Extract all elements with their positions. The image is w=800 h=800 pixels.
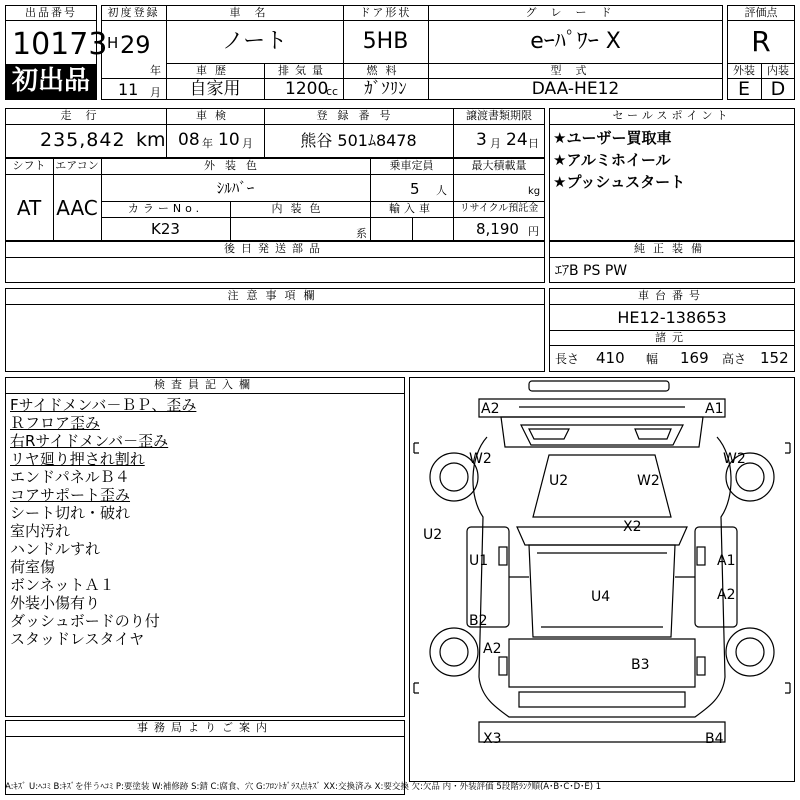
damage-mark: W2 xyxy=(637,473,660,489)
inspector-note: コアサポート歪み xyxy=(10,486,131,504)
inspector-label: 検査員記入欄 xyxy=(154,378,256,391)
load-label: 最大積載量 xyxy=(471,159,527,172)
grade: eｰﾊﾟﾜｰ X xyxy=(530,29,621,54)
displacement-label: 排気量 xyxy=(278,64,329,77)
inspection-year: 08 xyxy=(178,130,200,150)
exterior-color: ｼﾙﾊﾞｰ xyxy=(216,179,255,197)
era: H xyxy=(107,34,119,52)
car-damage-diagram xyxy=(409,377,795,782)
damage-mark: W2 xyxy=(469,451,492,467)
first-reg-label: 初度登録 xyxy=(107,6,160,19)
displacement: 1200 xyxy=(285,79,329,99)
height: 152 xyxy=(760,349,789,367)
lot-number: 10173 xyxy=(12,27,108,62)
car-name: ノート xyxy=(221,29,288,54)
damage-mark: B4 xyxy=(705,731,724,747)
later-parts-label: 後日発送部品 xyxy=(224,242,326,255)
fuel-label: 燃料 xyxy=(366,64,405,77)
door-type: 5HB xyxy=(362,29,409,54)
dimensions-label: 諸元 xyxy=(655,331,689,344)
damage-mark: B2 xyxy=(469,613,488,629)
fuel: ｶﾞｿﾘﾝ xyxy=(364,79,407,99)
caution-label: 注意事項欄 xyxy=(227,289,323,302)
color-label: 外装色 xyxy=(204,159,267,172)
height-label: 高さ xyxy=(722,352,747,366)
damage-mark: U2 xyxy=(549,473,569,489)
plate-number: 熊谷 501ﾑ8478 xyxy=(300,131,417,150)
equipment: ｴｱB PS PW xyxy=(555,263,628,279)
door-label: ドア形状 xyxy=(359,6,412,19)
model-code: DAA-HE12 xyxy=(531,79,620,99)
capacity-unit: 人 xyxy=(436,184,447,197)
damage-mark: A2 xyxy=(717,587,736,603)
history-label: 車歴 xyxy=(196,64,234,77)
transfer-label: 譲渡書類期限 xyxy=(466,109,532,122)
damage-mark: A1 xyxy=(705,401,724,417)
interior-grade: D xyxy=(770,78,786,100)
month-unit: 月 xyxy=(150,86,161,99)
grade-label: グレード xyxy=(525,6,626,19)
displacement-unit: cc xyxy=(326,85,339,98)
length-label: 長さ xyxy=(555,352,580,366)
exterior-label: 外装 xyxy=(733,64,755,77)
color-no-label: カラーNo. xyxy=(127,202,204,215)
mileage-label: 走行 xyxy=(60,109,111,122)
plate-label: 登録番号 xyxy=(316,109,401,122)
shift: AT xyxy=(16,196,42,220)
model-label: 型式 xyxy=(550,64,601,77)
first-reg-month: 11 xyxy=(118,80,139,99)
color-no: K23 xyxy=(151,220,180,238)
history: 自家用 xyxy=(189,79,241,99)
width-label: 幅 xyxy=(646,352,659,366)
damage-mark: A2 xyxy=(481,401,500,417)
chassis-label: 車台番号 xyxy=(638,289,706,302)
inspection-label: 車検 xyxy=(196,109,234,122)
mileage-unit: km xyxy=(136,129,166,151)
damage-mark: X2 xyxy=(623,519,642,535)
inspector-note: Fサイドメンバ－ＢＰ、歪み xyxy=(10,396,197,414)
inspector-note: 室内汚れ xyxy=(10,522,71,540)
sales-label: セールスポイント xyxy=(612,109,732,122)
score-label: 評価点 xyxy=(744,6,778,19)
inspector-note: スタッドレスタイヤ xyxy=(10,630,145,648)
inspector-note: ハンドルすれ xyxy=(10,540,101,558)
damage-mark: A2 xyxy=(483,641,502,657)
inspector-note: 荷室傷 xyxy=(10,558,56,576)
length: 410 xyxy=(596,349,625,367)
damage-mark: U1 xyxy=(469,553,489,569)
damage-mark: U4 xyxy=(591,589,611,605)
shift-label: シフト xyxy=(12,159,46,172)
transfer-month-unit: 月 xyxy=(490,137,501,150)
interior-label: 内装 xyxy=(767,64,789,77)
capacity: 5 xyxy=(410,180,420,198)
inspection-month-unit: 月 xyxy=(242,137,253,150)
equipment-label: 純正装備 xyxy=(634,242,710,255)
import-label: 輸入車 xyxy=(389,202,434,215)
sales-point: ★プッシュスタート xyxy=(553,173,686,191)
inspection-month: 10 xyxy=(218,130,240,150)
lot-label: 出品番号 xyxy=(25,6,77,19)
car-name-label: 車名 xyxy=(229,6,280,19)
inspector-note: Ｒフロア歪み xyxy=(10,414,101,432)
recycle-unit: 円 xyxy=(528,225,539,238)
damage-mark: W2 xyxy=(723,451,746,467)
recycle-fee: 8,190 xyxy=(476,220,519,238)
office-label: 事務局よりご案内 xyxy=(137,721,273,734)
load-unit: kg xyxy=(528,186,541,197)
mileage: 235,842 xyxy=(40,129,126,151)
damage-mark: X3 xyxy=(483,731,502,747)
inspector-note: エンドパネルＢ４ xyxy=(10,468,130,486)
exterior-grade: E xyxy=(737,78,750,100)
inspector-note: シート切れ・破れ xyxy=(10,504,131,522)
recycle-label: リサイクル預託金 xyxy=(459,203,539,214)
air-conditioner: AAC xyxy=(56,196,98,220)
interior-color-unit: 系 xyxy=(356,227,367,240)
transfer-month: 3 xyxy=(476,130,487,150)
inspector-note: ダッシュボードのり付 xyxy=(10,612,160,630)
ac-label: エアコン xyxy=(55,159,99,172)
first-listing-label: 初出品 xyxy=(11,66,90,96)
transfer-day: 24 xyxy=(506,130,528,150)
width: 169 xyxy=(680,349,709,367)
year-unit: 年 xyxy=(150,64,161,77)
interior-color-label: 内装色 xyxy=(271,202,329,215)
damage-mark: B3 xyxy=(631,657,650,673)
legend: A:ｷｽﾞ U:ﾍｺﾐ B:ｷｽﾞを伴うﾍｺﾐ P:要塗装 W:補修跡 S:錆 C:腐食、穴 G:ﾌﾛﾝﾄｶﾞﾗｽ点ｷｽﾞ XX:交換済み X:要交換 欠:欠品 内・外装評価 5段階ﾗﾝｸ順(A･B･C･D･E) 1 xyxy=(5,782,602,792)
score: R xyxy=(751,25,771,58)
first-reg-year: 29 xyxy=(120,31,151,59)
chassis-number: HE12-138653 xyxy=(617,308,727,327)
capacity-label: 乗車定員 xyxy=(389,159,434,172)
inspector-note: リヤ廻り押され割れ xyxy=(10,450,145,468)
inspection-year-unit: 年 xyxy=(202,137,213,150)
sales-point: ★ユーザー買取車 xyxy=(553,129,672,147)
inspector-note: 外装小傷有り xyxy=(10,594,101,612)
damage-mark: A1 xyxy=(717,553,736,569)
transfer-day-unit: 日 xyxy=(528,137,539,150)
inspector-note: ボンネットＡ１ xyxy=(10,576,115,594)
inspector-note: 右Rサイドメンバ－歪み xyxy=(10,432,169,450)
sales-point: ★アルミホイール xyxy=(553,151,671,169)
damage-mark: U2 xyxy=(423,527,443,543)
